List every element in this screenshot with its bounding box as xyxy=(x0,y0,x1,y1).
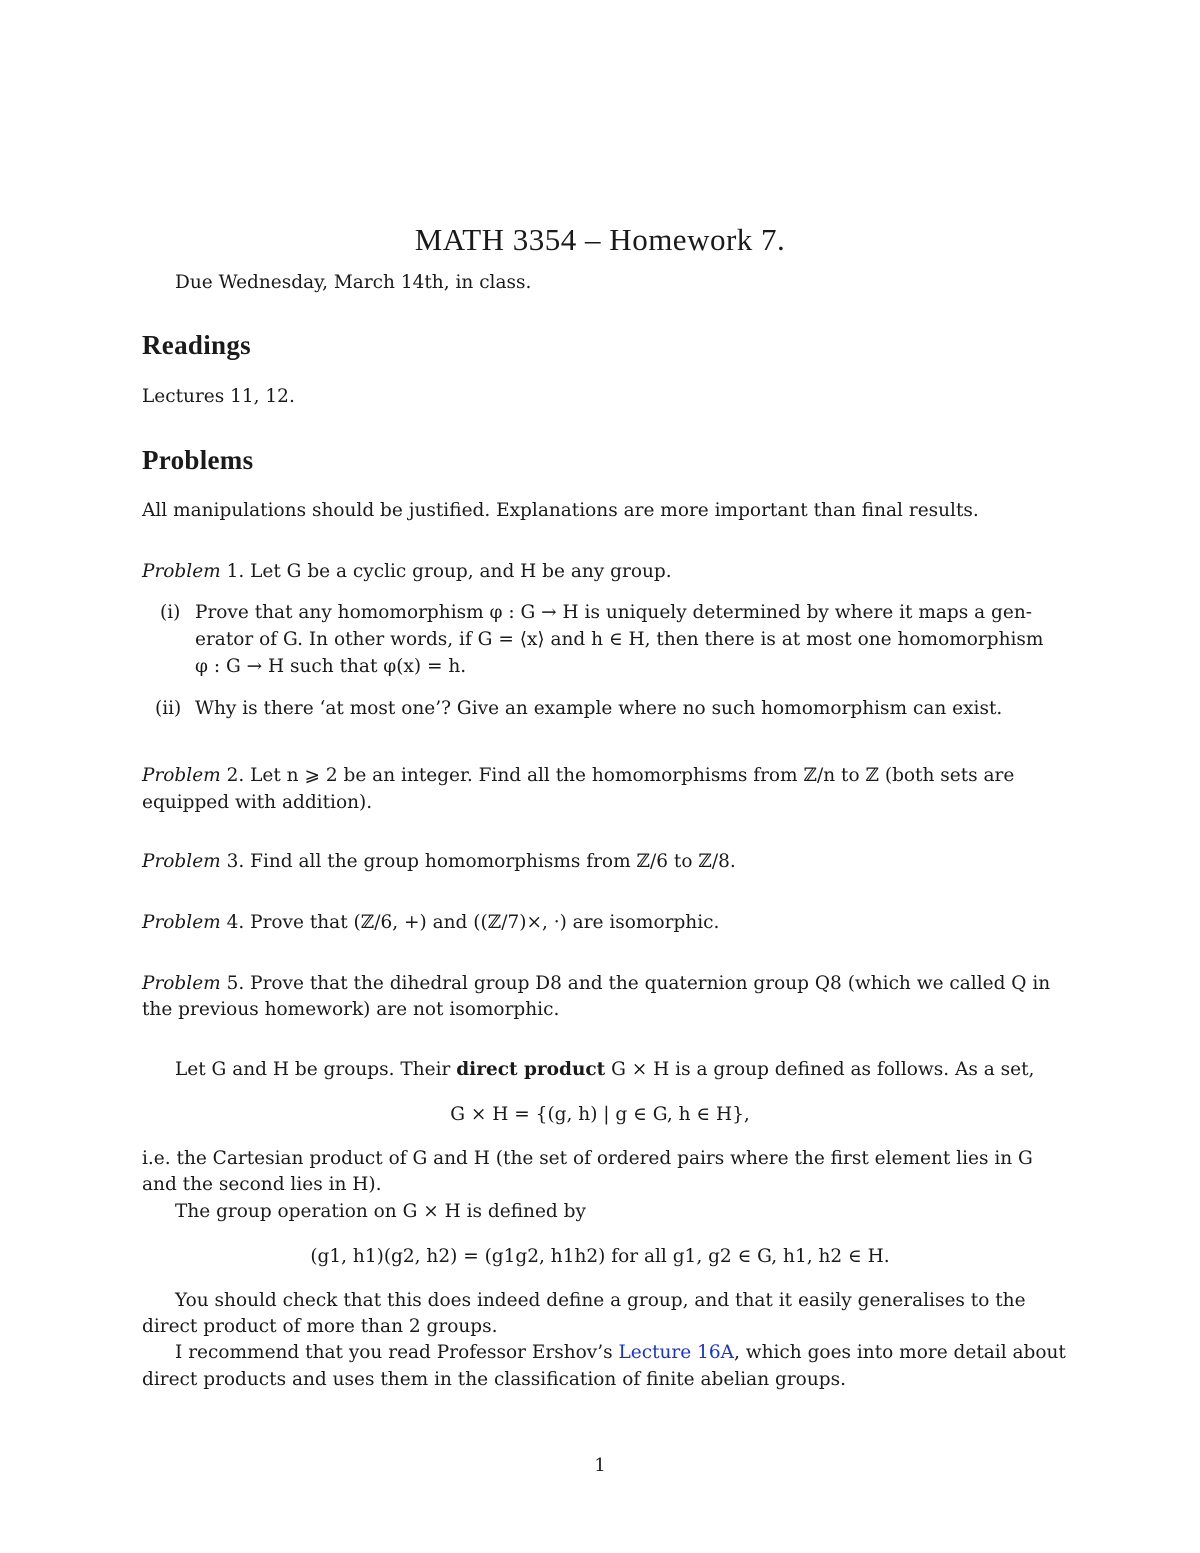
problem-1-i-line2: erator of G. In other words, if G = ⟨x⟩ and h ∈ H, then there is at most one homomorphism xyxy=(195,629,1044,650)
lecture-16a-link[interactable]: Lecture 16A xyxy=(618,1342,734,1363)
direct-product-line8: direct products and uses them in the classification of finite abelian groups. xyxy=(142,1369,846,1390)
direct-product-line7 xyxy=(175,1339,1066,1366)
direct-product-line7-b: , which goes into more detail about xyxy=(734,1342,1066,1363)
direct-product-line4: The group operation on G × H is defined by xyxy=(175,1201,586,1222)
problem-1-label: Problem xyxy=(142,561,221,582)
direct-product-line1-a: Let G and H be groups. Their xyxy=(175,1059,451,1080)
direct-product-line5: You should check that this does indeed define a group, and that it easily generalises to the xyxy=(175,1290,1026,1311)
problem-3-number: 3. xyxy=(226,851,245,872)
direct-product-line6: direct product of more than 2 groups. xyxy=(142,1316,498,1337)
direct-product-line1 xyxy=(175,1056,1034,1083)
problem-1-i-line3: φ : G → H such that φ(x) = h. xyxy=(195,656,467,677)
problem-5-line1: Prove that the dihedral group D8 and the quaternion group Q8 (which we called Q in xyxy=(250,973,1051,994)
page-title: MATH 3354 – Homework 7. xyxy=(414,222,786,257)
problem-4-number: 4. xyxy=(226,912,245,933)
problem-1-number: 1. xyxy=(226,561,245,582)
problem-2-line1: Let n ⩾ 2 be an integer. Find all the homomorphisms from ℤ/n to ℤ (both sets are xyxy=(250,765,1015,786)
problem-5-line2: the previous homework) are not isomorphic. xyxy=(142,999,560,1020)
direct-product-line7-a: I recommend that you read Professor Ershov’s xyxy=(175,1342,613,1363)
direct-product-line3: and the second lies in H). xyxy=(142,1174,382,1195)
problem-5 xyxy=(142,970,1050,997)
problem-5-number: 5. xyxy=(226,973,245,994)
problem-3-label: Problem xyxy=(142,851,221,872)
problem-5-label: Problem xyxy=(142,973,221,994)
readings-heading: Readings xyxy=(142,330,251,360)
problem-1-ii-text: Why is there ‘at most one’? Give an example where no such homomorphism can exist. xyxy=(195,698,1003,719)
problem-1-i-label: (i) xyxy=(160,602,181,623)
problem-4-label: Problem xyxy=(142,912,221,933)
problem-1-ii-label: (ii) xyxy=(155,698,182,719)
readings-text: Lectures 11, 12. xyxy=(142,386,295,407)
problems-intro: All manipulations should be justified. Explanations are more important than final results. xyxy=(142,500,979,521)
problem-2-label: Problem xyxy=(142,765,221,786)
direct-product-line1-b: G × H is a group defined as follows. As a set, xyxy=(611,1059,1035,1080)
due-date: Due Wednesday, March 14th, in class. xyxy=(175,272,532,293)
group-operation-equation: (g1, h1)(g2, h2) = (g1g2, h1h2) for all g1, g2 ∈ G, h1, h2 ∈ H. xyxy=(310,1246,890,1267)
problem-2-number: 2. xyxy=(226,765,245,786)
problems-heading: Problems xyxy=(142,445,254,475)
direct-product-set-equation: G × H = {(g, h) | g ∈ G, h ∈ H}, xyxy=(450,1104,750,1125)
problem-3 xyxy=(142,848,736,875)
problem-1 xyxy=(142,558,672,585)
problem-4 xyxy=(142,909,719,936)
direct-product-term: direct product xyxy=(456,1059,606,1080)
problem-2-line2: equipped with addition). xyxy=(142,792,373,813)
problem-2 xyxy=(142,762,1014,789)
direct-product-line2: i.e. the Cartesian product of G and H (the set of ordered pairs where the first element lies in G xyxy=(142,1148,1033,1169)
problem-1-text: Let G be a cyclic group, and H be any group. xyxy=(250,561,672,582)
problem-1-i-line1: Prove that any homomorphism φ : G → H is uniquely determined by where it maps a gen- xyxy=(195,602,1033,623)
page-number: 1 xyxy=(594,1455,606,1476)
problem-4-text: Prove that (ℤ/6, +) and ((ℤ/7)×, ·) are isomorphic. xyxy=(250,912,720,933)
problem-3-text: Find all the group homomorphisms from ℤ/6 to ℤ/8. xyxy=(250,851,736,872)
